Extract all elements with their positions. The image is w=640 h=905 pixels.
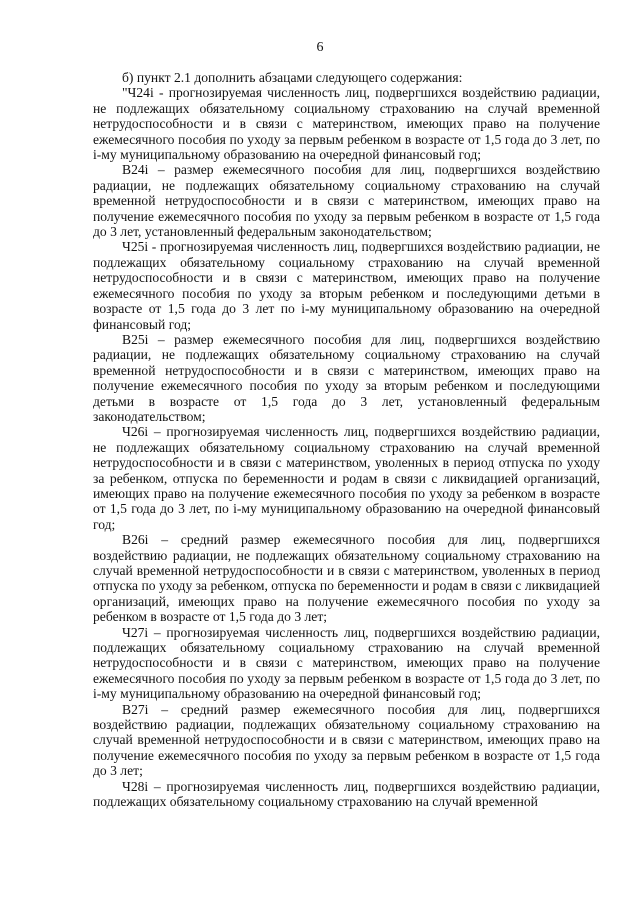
paragraph-ch26: Ч26i – прогнозируемая численность лиц, подвергшихся воздействию радиации, не подлежащих обязательному социальному страхованию на случай временной нетрудоспособности и в связи с материнством, уволенных в период отпуска по уходу за ребенком, отпуска по беременности и родам в связи с ликвидацией организаций, имеющих право на получение ежемесячного пособия по уходу за ребенком в возрасте от 1,5 года до 3 лет, по i-му муниципальному образованию на очередной финансовый год; [93,424,600,532]
paragraph-ch24: "Ч24i - прогнозируемая численность лиц, подвергшихся воздействию радиации, не подлежащих обязательному социальному страхованию на случай временной нетрудоспособности и в связи с материнством, имеющих право на получение ежемесячного пособия по уходу за первым ребенком в возрасте от 1,5 года до 3 лет, по i-му муниципальному образованию на очередной финансовый год; [93,85,600,163]
paragraph-b26: В26i – средний размер ежемесячного пособия для лиц, подвергшихся воздействию радиации, не подлежащих обязательному социальному страхованию на случай временной нетрудоспособности и в связи с материнством, уволенных в период отпуска по уходу за ребенком, отпуска по беременности и родам в связи с ликвидацией организаций, имеющих право на получение ежемесячного пособия по уходу за ребенком в возрасте от 1,5 года до 3 лет; [93,532,600,625]
paragraph-b24: В24i – размер ежемесячного пособия для лиц, подвергшихся воздействию радиации, не подлежащих обязательному социальному страхованию на случай временной нетрудоспособности и в связи с материнством, имеющих право на получение ежемесячного пособия по уходу за первым ребенком в возрасте от 1,5 года до 3 лет, установленный федеральным законодательством; [93,162,600,240]
intro-line: б) пункт 2.1 дополнить абзацами следующего содержания: [122,70,463,85]
paragraph-ch25: Ч25i - прогнозируемая численность лиц, подвергшихся воздействию радиации, не подлежащих обязательному социальному страхованию на случай временной нетрудоспособности и в связи с материнством, имеющих право на получение ежемесячного пособия по уходу за вторым ребенком и последующими детьми в возрасте от 1,5 года до 3 лет по i-му муниципальному образованию на очередной финансовый год; [93,239,600,332]
paragraph-b25: В25i – размер ежемесячного пособия для лиц, подвергшихся воздействию радиации, не подлежащих обязательному социальному страхованию на случай временной нетрудоспособности и в связи с материнством, имеющих право на получение ежемесячного пособия по уходу за вторым ребенком и последующими детьми в возрасте от 1,5 года до 3 лет, установленный федеральным законодательством; [93,331,600,424]
paragraph-b27: В27i – средний размер ежемесячного пособия для лиц, подвергшихся воздействию радиации, подлежащих обязательному социальному страхованию на случай временной нетрудоспособности и в связи с материнством, имеющих право на получение ежемесячного пособия по уходу за первым ребенком в возрасте от 1,5 года до 3 лет; [93,701,600,779]
paragraph-ch27: Ч27i – прогнозируемая численность лиц, подвергшихся воздействию радиации, подлежащих обязательному социальному страхованию на случай временной нетрудоспособности и в связи с материнством, имеющих право на получение ежемесячного пособия по уходу за первым ребенком в возрасте от 1,5 года до 3 лет, по i-му муниципальному образованию на очередной финансовый год; [93,624,600,702]
paragraph-ch28: Ч28i – прогнозируемая численность лиц, подвергшихся воздействию радиации, подлежащих обязательному социальному страхованию на случай временной [93,778,600,810]
page-number: 6 [316,40,324,55]
document-body [93,70,600,810]
